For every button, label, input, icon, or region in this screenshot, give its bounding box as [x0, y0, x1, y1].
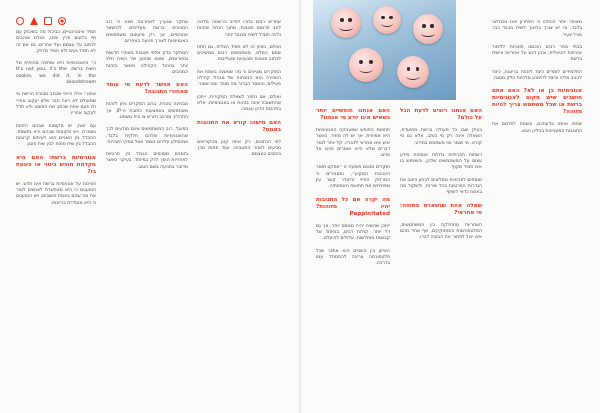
body-paragraph: שתפו אותנו בדעתכם, ונשמח לפרסם את התגובות המעניינות בגיליון הבא. — [492, 122, 582, 134]
body-paragraph: כ״ והאנונימיות היא שותפה מהותית של השיח ברשת. It’s not you, it’s the cookie, we did it, in the bloodstream. — [16, 61, 96, 86]
body-paragraph: ייתכן שהשיח יהיה מנומס יותר, אך גם דל יותר. קולות רבים, במיוחד של קבוצות מוחלשות, עלולים להיעלם. — [316, 223, 390, 242]
text-column — [197, 20, 281, 403]
body-paragraph: מבחינה טכנית, ברוב המקרים ניתן לזהות משתמשים באמצעות כתובת ה-IP, אך התהליך מורכב ודורש צו בית משפט. — [106, 102, 188, 120]
body-paragraph: החוקרים מציינים כי מה שמשנה באמת את האווירה הוא הנוכחות של מנהלי קהילה פעילים, והמסר הברור מה מותר ומה אסור. — [197, 69, 281, 88]
section-heading: אנונימיות כן או לא? האם אתם חושבים שיש מקום לאנונימיות ברשת או שכל משתמש צריך להיות מזוהה? — [492, 88, 582, 116]
body-paragraph: ואולם, אם נחזור לשאלה המקורית, ייתכן שהתשובה אינה בזהות או באנונימיות, אלא בתרבות הדיון עצמה. — [197, 94, 281, 113]
body-paragraph: בבתי ספר רבים הוכנסו תוכניות ללימוד אזרחות דיגיטלית, ובהן דגש על אחריות אישית ברשת. — [492, 44, 582, 63]
gift-box-icon — [44, 17, 52, 25]
body-paragraph: חוקרים מכנים תופעה זו ״אפקט חוסר העכבות המקוון״, ומסבירים כי המרחק הפיזי והיעדר קשר עין מפחיתים את תחושת האמפתיה. — [316, 165, 390, 190]
body-paragraph: אתגר: אילו הייתי שכתב מבורת הרשת מי שמעולם לא ראה חבר שלא יעקוב אחרי ולו פעם אחת שכתב את הפוסט ולא חדל לעקוב אחריו. — [16, 92, 96, 117]
page-gutter — [299, 0, 301, 413]
smiley-ball-icon — [58, 17, 66, 25]
body-paragraph: התלמידים לומדים כיצד לזהות בריונות, כיצד להגיב אליה וכיצד להימנע מלהיות חלק ממנה. — [492, 69, 582, 82]
text-column — [400, 108, 482, 403]
body-paragraph: האיזון בין השניים הוא אתגר שכל פלטפורמה צריכה להתמודד עמו בדרכה. — [316, 248, 390, 267]
body-paragraph: רשתות חברתיות גדולות אוספות מידע עצום על המשתמשים שלהן, והשימוש בו אינו תמיד שקוף. — [400, 152, 482, 171]
body-paragraph: בזמנים מסוימים הגבול בין פרטיות לאחריות הופך לדק במיוחד, בעיקר כאשר מדובר בפגיעה בשם הטוב. — [106, 152, 188, 170]
text-column — [106, 20, 188, 403]
section-heading: האם מישהו קורא את התגובות באמת? — [197, 119, 281, 133]
pill-image — [413, 14, 443, 44]
smiley-pills-photo — [313, 0, 456, 100]
body-paragraph: בעידן שבו כל פעולה ברשת מתועדת, השאלה אינה רק מי כותב, אלא גם מי קורא, מי שומר ומי משתמש במידע. — [400, 128, 482, 146]
text-column — [316, 108, 390, 403]
body-paragraph: מחקר שנערך לאחרונה מצא כי רוב המגיבים ברשת מעדיפים להישאר אנונימיים, אך רק מיעוטם משתמשים באנונימיות לצורך פגיעה באחרים. — [106, 20, 188, 44]
body-paragraph: הוויכוח על אנונימיות ברשת אינו חדש. יש הטוענים כי היא מאפשרת לאנשים לומר את מה שהם באמת חושבים, ויש הטוענים כי היא מעודדת בריונות. — [16, 181, 96, 206]
section-icons — [16, 17, 66, 25]
pill-image — [397, 56, 429, 88]
text-column — [492, 20, 582, 403]
body-paragraph: בפועל, רוב המשתמשים אינם מודעים לכך שהאנונימיות שלהם חלקית בלבד, ושהמידע עליהם נשמר אצל ספקי השירות. — [106, 127, 188, 145]
body-paragraph: לפי הנתונים, רק אחוז קטן מהקוראים מגיעים לאזור התגובות, ועוד פחות מכך כותבים בעצמם. — [197, 139, 281, 158]
body-paragraph: מומחים לפרטיות ממליצים לבחון היטב את הגדרות הפרטיות בכל שירות, ולשקול מה באמת כדאי לשתף. — [400, 177, 482, 196]
body-paragraph: תחושת החופש שמעניקה האנונימיות היא אמיתית, אך יש לה מחיר. כאשר איש אינו אחראי לדבריו, קל יותר לומר דברים שלא היינו אומרים פנים אל פנים. — [316, 128, 390, 159]
section-heading: האם אנחנו חופשיים יותר כשאיש אינו יודע מי אנחנו? — [316, 108, 390, 121]
text-column — [16, 30, 96, 400]
body-paragraph: ואולם, ניסיון זה לא תמיד הצליח. גם תחת שמם המלא, משתמשים רבים ממשיכים לכתוב תגובות פוגעניות ומעליבות. — [197, 44, 281, 63]
pill-image — [373, 6, 401, 34]
section-heading: שאלה אחת שנשארת פתוחה: מי אחראי? — [400, 202, 482, 216]
body-paragraph: מאוחר יותר הוחלט כי הפתרון אינו טכנולוגי בלבד, וכי יש צורך בחינוך לשיח מכבד כבר מגיל צעיר. — [492, 20, 582, 38]
body-paragraph: אתרים רבים בחרו לחייב הרשמה מלאה לפני פרסום תגובות, מתוך הנחה שזהות גלויה תוביל לשיח מכובד יותר. — [197, 20, 281, 38]
pill-image — [331, 8, 361, 38]
body-paragraph: תמיד אינטרנטיים, כביכול מה בשיבוק עם מיי בלוגים פרץ ימינו, וכולם אוהבים לכתוב על עצמם ועל אחרים, גם אם זה לא תמיד נעים ולא תמיד מדויק. — [16, 30, 96, 54]
pill-image — [349, 48, 383, 82]
section-heading: אנונימיות ברשת: האם היא מקדמת חופש ביטוי או פוגעת בו? — [16, 154, 96, 175]
body-paragraph: המחקר בדק אלפי תגובות באתרי חדשות ובפורומים, ומצא שהטון של השיח תלוי יותר בניהול הקהילה מאשר בזהות המגיבים. — [106, 51, 188, 76]
coffee-cup-icon — [16, 17, 24, 25]
section-heading: מה יקרה אם כל התגובות יהיו מזוהות? Pappinitated — [316, 196, 390, 217]
section-heading: האם אפשר לדעת מי עומד מאחורי התגובה? — [106, 82, 188, 96]
section-heading: האם אנחנו רוצים לדעת הכל על כולם? — [400, 108, 482, 121]
body-paragraph: עם זאת, יש מקומות שבהם הזהות נשמרת, ויש מקומות שבהם היא נחשפת. ההבדל בין השניים הוא לעיתים קרובות ההבדל בין שיח פתוח לבין שיח פוגע. — [16, 123, 96, 148]
body-paragraph: האחריות מתחלקת בין המשתמשים, הפלטפורמות והמחוקקים. אף אחד מהם אינו יכול לפתור את הבעיה לבדו. — [400, 222, 482, 241]
cake-icon — [30, 17, 38, 25]
